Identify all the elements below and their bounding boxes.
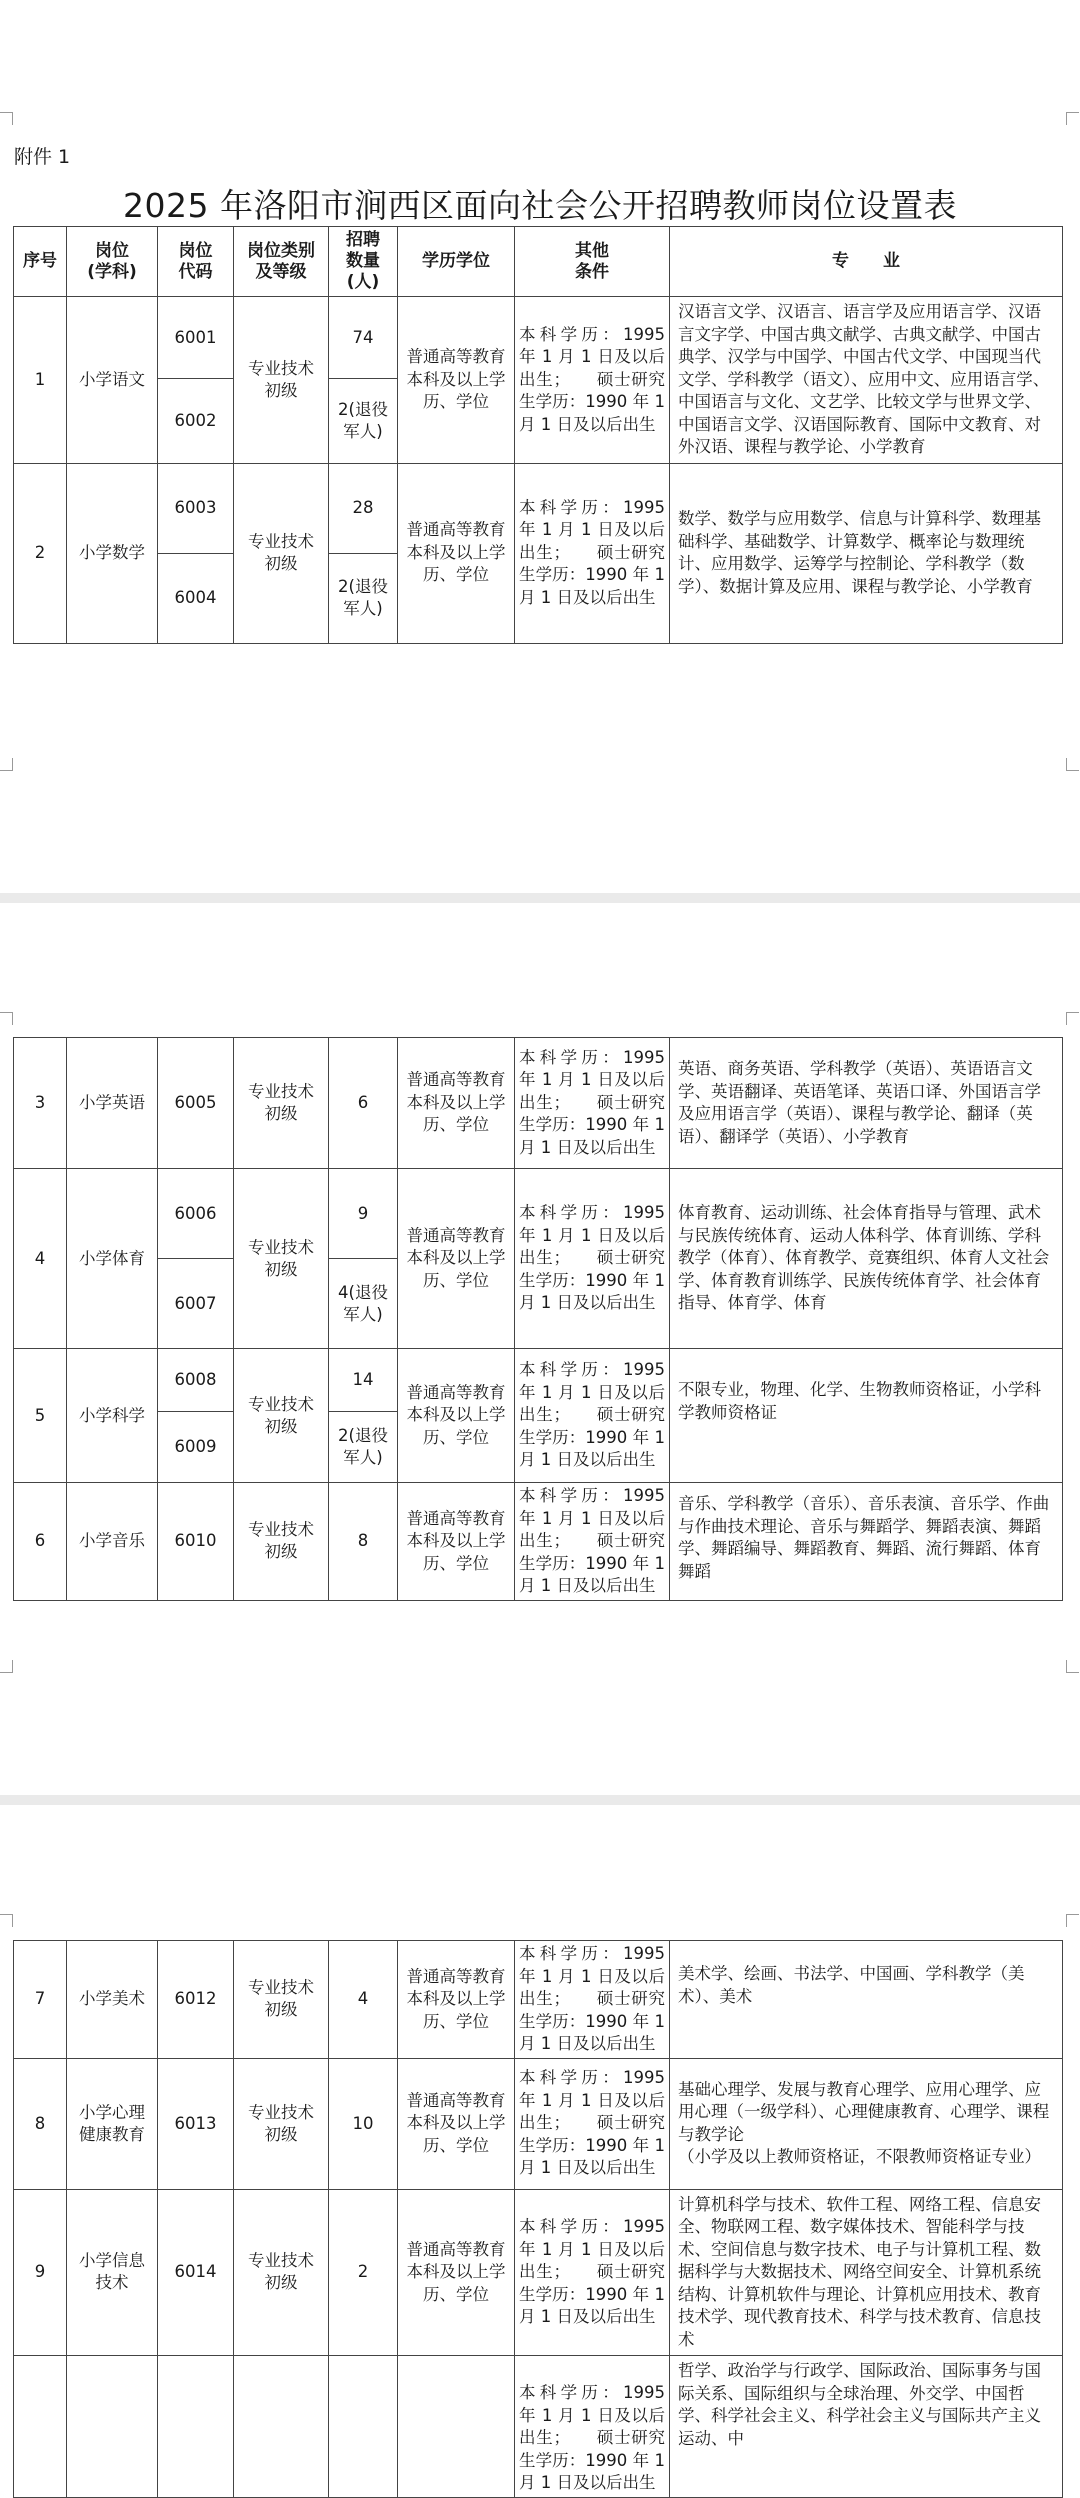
- cell-count: [329, 553, 398, 643]
- cell-post: 小学体育: [67, 1169, 158, 1349]
- header-count: [329, 227, 398, 297]
- cell-post: 小学数学: [67, 463, 158, 643]
- cell-category: [234, 1483, 329, 1601]
- corner-mark: [1066, 1914, 1079, 1927]
- cell-edu: 普通高等教育本科及以上学历、学位: [398, 2189, 515, 2356]
- header-other-text: 其他 条件: [575, 240, 609, 282]
- cell-code: 6010: [158, 1483, 234, 1601]
- cell-major: 英语、商务英语、学科教学（英语）、英语语言文学、英语翻译、英语笔译、英语口译、外国语言学及应用语言学（英语）、课程与教学论、翻译（英语）、翻译学（英语）、小学教育: [670, 1038, 1063, 1169]
- cell-count: 14: [329, 1349, 398, 1412]
- cell-count: 10: [329, 2058, 398, 2189]
- cell-post: [67, 2356, 158, 2498]
- cell-edu: 普通高等教育本科及以上学历、学位: [398, 1483, 515, 1601]
- cell-other: 本科学历：1995 年 1 月 1 日及以后出生； 硕士研究生学历：1990 年 1 月 1 日及以后出生: [515, 2189, 670, 2356]
- cell-category-text: 专业技术 初级: [248, 358, 314, 400]
- cell-count: 74: [329, 297, 398, 379]
- cell-code: 6007: [158, 1259, 234, 1349]
- cell-code: [158, 2356, 234, 2498]
- annex-label: 附件 1: [14, 146, 71, 168]
- corner-mark: [0, 112, 13, 125]
- header-seq: 序号: [14, 227, 67, 297]
- cell-count-text: 2(退役 军人): [338, 1426, 388, 1467]
- cell-category-text: 专业技术 初级: [248, 1394, 314, 1436]
- cell-other: 本科学历：1995 年 1 月 1 日及以后出生； 硕士研究生学历：1990 年 1 月 1 日及以后出生: [515, 1941, 670, 2059]
- cell-category-text: 专业技术 初级: [248, 1978, 314, 2020]
- cell-post-text: 小学信息 技术: [79, 2251, 145, 2293]
- cell-post: 小学科学: [67, 1349, 158, 1483]
- cell-code: 6002: [158, 379, 234, 463]
- cell-seq: 2: [14, 463, 67, 643]
- cell-count: [329, 1412, 398, 1483]
- cell-other: 本科学历：1995 年 1 月 1 日及以后出生； 硕士研究生学历：1990 年 1 月 1 日及以后出生: [515, 1483, 670, 1601]
- corner-mark: [0, 1660, 13, 1673]
- corner-mark: [0, 1914, 13, 1927]
- cell-count: [329, 379, 398, 463]
- cell-edu: 普通高等教育本科及以上学历、学位: [398, 463, 515, 643]
- cell-category: [234, 297, 329, 464]
- cell-count: 8: [329, 1483, 398, 1601]
- cell-other-text: 本科学历：1995 年 1 月 1 日及以后出生； 硕士研究生学历：1990 年 1 月 1 日及以后出生: [519, 2383, 665, 2492]
- cell-major: 美术学、绘画、书法学、中国画、学科教学（美术）、美术: [670, 1941, 1063, 2059]
- cell-major: 哲学、政治学与行政学、国际政治、国际事务与国际关系、国际组织与全球治理、外交学、中国哲学、科学社会主义、科学社会主义与国际共产主义运动、中: [670, 2356, 1063, 2498]
- cell-category-text: 专业技术 初级: [248, 1520, 314, 1562]
- cell-seq: 1: [14, 297, 67, 464]
- cell-post: [67, 2189, 158, 2356]
- cell-code: 6005: [158, 1038, 234, 1169]
- table-row: [14, 1483, 1063, 1601]
- cell-count: [329, 1259, 398, 1349]
- cell-category: [234, 2356, 329, 2498]
- cell-post: 小学音乐: [67, 1483, 158, 1601]
- cell-category-text: 专业技术 初级: [248, 2102, 314, 2144]
- header-edu: 学历学位: [398, 227, 515, 297]
- cell-edu: 普通高等教育本科及以上学历、学位: [398, 297, 515, 464]
- cell-count-text: 4(退役 军人): [338, 1282, 388, 1324]
- cell-seq: 7: [14, 1941, 67, 2059]
- cell-category: [234, 1349, 329, 1483]
- cell-post: 小学美术: [67, 1941, 158, 2059]
- cell-count: 4: [329, 1941, 398, 2059]
- cell-category-text: 专业技术 初级: [248, 1082, 314, 1123]
- cell-code: 6004: [158, 553, 234, 643]
- cell-code: 6014: [158, 2189, 234, 2356]
- cell-edu: [398, 2356, 515, 2498]
- cell-other: 本科学历：1995 年 1 月 1 日及以后出生； 硕士研究生学历：1990 年 1 月 1 日及以后出生: [515, 463, 670, 643]
- cell-major: 音乐、学科教学（音乐）、音乐表演、音乐学、作曲与作曲技术理论、音乐与舞蹈学、舞蹈表演、舞蹈学、舞蹈编导、舞蹈教育、舞蹈、流行舞蹈、体育舞蹈: [670, 1483, 1063, 1601]
- document-title: 2025 年洛阳市涧西区面向社会公开招聘教师岗位设置表: [123, 186, 957, 225]
- cell-other: 本科学历：1995 年 1 月 1 日及以后出生； 硕士研究生学历：1990 年 1 月 1 日及以后出生: [515, 1349, 670, 1483]
- positions-table-page-2: [13, 1037, 1063, 1601]
- cell-post-text: 小学心理 健康教育: [79, 2102, 145, 2144]
- cell-other: 本科学历：1995 年 1 月 1 日及以后出生； 硕士研究生学历：1990 年 1 月 1 日及以后出生: [515, 1038, 670, 1169]
- table-row: [14, 1349, 1063, 1412]
- header-post: [67, 227, 158, 297]
- table-row: [14, 2189, 1063, 2356]
- cell-other: [515, 2356, 670, 2498]
- header-code: [158, 227, 234, 297]
- cell-major: 汉语言文学、汉语言、语言学及应用语言学、汉语言文字学、中国古典文献学、古典文献学、中国古典学、汉学与中国学、中国古代文学、中国现当代文学、学科教学（语文）、应用中文、应用语言学、中国语言与文化、文艺学、比较文学与世界文学、中国语言文学、汉语国际教育、国际中文教育、对外汉语、课程与教学论、小学教育: [670, 297, 1063, 464]
- cell-seq: 9: [14, 2189, 67, 2356]
- cell-category-text: 专业技术 初级: [248, 532, 314, 573]
- cell-other: 本科学历：1995 年 1 月 1 日及以后出生； 硕士研究生学历：1990 年 1 月 1 日及以后出生: [515, 297, 670, 464]
- header-other: [515, 227, 670, 297]
- cell-major: 不限专业，物理、化学、生物教师资格证，小学科学教师资格证: [670, 1349, 1063, 1483]
- table-row: [14, 297, 1063, 379]
- cell-code: 6003: [158, 463, 234, 553]
- cell-count-text: 2(退役 军人): [338, 399, 388, 441]
- header-count-text: 招聘 数量 (人): [346, 230, 380, 292]
- table-header-row: [14, 227, 1063, 297]
- cell-category: [234, 463, 329, 643]
- cell-count: 9: [329, 1169, 398, 1259]
- corner-mark: [1066, 758, 1079, 771]
- table-row: [14, 2058, 1063, 2189]
- cell-code: 6006: [158, 1169, 234, 1259]
- cell-count: 6: [329, 1038, 398, 1169]
- cell-edu: 普通高等教育本科及以上学历、学位: [398, 1941, 515, 2059]
- cell-count: [329, 2356, 398, 2498]
- cell-count-text: 2(退役 军人): [338, 577, 388, 618]
- cell-code: 6008: [158, 1349, 234, 1412]
- cell-code: 6012: [158, 1941, 234, 2059]
- table-row: [14, 1038, 1063, 1169]
- page-gap: [0, 893, 1080, 903]
- cell-seq: 6: [14, 1483, 67, 1601]
- cell-category: [234, 1038, 329, 1169]
- header-major: 专 业: [670, 227, 1063, 297]
- cell-other: 本科学历：1995 年 1 月 1 日及以后出生； 硕士研究生学历：1990 年 1 月 1 日及以后出生: [515, 1169, 670, 1349]
- cell-major: 数学、数学与应用数学、信息与计算科学、数理基础科学、基础数学、计算数学、概率论与数理统计、应用数学、运筹学与控制论、学科教学（数学）、数据计算及应用、课程与教学论、小学教育: [670, 463, 1063, 643]
- table-row: [14, 1169, 1063, 1259]
- header-code-text: 岗位 代码: [178, 240, 213, 282]
- cell-seq: 4: [14, 1169, 67, 1349]
- cell-edu: 普通高等教育本科及以上学历、学位: [398, 1038, 515, 1169]
- header-category-text: 岗位类别 及等级: [247, 240, 315, 282]
- cell-seq: 5: [14, 1349, 67, 1483]
- cell-category: [234, 1169, 329, 1349]
- cell-major: [670, 2058, 1063, 2189]
- page-gap: [0, 1795, 1080, 1805]
- table-row: [14, 2356, 1063, 2498]
- cell-count: 28: [329, 463, 398, 553]
- cell-code: 6001: [158, 297, 234, 379]
- cell-seq: [14, 2356, 67, 2498]
- corner-mark: [1066, 1012, 1079, 1025]
- cell-major: 计算机科学与技术、软件工程、网络工程、信息安全、物联网工程、数字媒体技术、智能科学与技术、空间信息与数字技术、电子与计算机工程、数据科学与大数据技术、网络空间安全、计算机系统结构、计算机软件与理论、计算机应用技术、教育技术学、现代教育技术、科学与技术教育、信息技术: [670, 2189, 1063, 2356]
- cell-category: [234, 2058, 329, 2189]
- positions-table-page-3: [13, 1940, 1063, 2498]
- cell-category-text: 专业技术 初级: [248, 2251, 314, 2293]
- cell-count: 2: [329, 2189, 398, 2356]
- corner-mark: [0, 1012, 13, 1025]
- corner-mark: [0, 758, 13, 771]
- cell-code: 6013: [158, 2058, 234, 2189]
- cell-post: 小学英语: [67, 1038, 158, 1169]
- cell-edu: 普通高等教育本科及以上学历、学位: [398, 1349, 515, 1483]
- cell-major: 体育教育、运动训练、社会体育指导与管理、武术与民族传统体育、运动人体科学、体育训练、学科教学（体育）、体育教学、竞赛组织、体育人文社会学、体育教育训练学、民族传统体育学、社会体育指导、体育学、体育: [670, 1169, 1063, 1349]
- cell-seq: 3: [14, 1038, 67, 1169]
- major-list: 基础心理学、发展与教育心理学、应用心理学、应用心理（一级学科）、心理健康教育、心理学、课程与教学论: [678, 2079, 1050, 2144]
- cell-post: [67, 2058, 158, 2189]
- corner-mark: [1066, 112, 1079, 125]
- corner-mark: [1066, 1660, 1079, 1673]
- header-category: [234, 227, 329, 297]
- cell-post: 小学语文: [67, 297, 158, 464]
- cell-code: 6009: [158, 1412, 234, 1483]
- header-post-text: 岗位 (学科): [87, 240, 137, 282]
- table-row: [14, 1941, 1063, 2059]
- cell-other: 本科学历：1995 年 1 月 1 日及以后出生； 硕士研究生学历：1990 年 1 月 1 日及以后出生: [515, 2058, 670, 2189]
- table-row: [14, 463, 1063, 553]
- cell-category-text: 专业技术 初级: [248, 1237, 314, 1279]
- cell-category: [234, 2189, 329, 2356]
- cell-edu: 普通高等教育本科及以上学历、学位: [398, 1169, 515, 1349]
- major-note: （小学及以上教师资格证，不限教师资格证专业）: [678, 2147, 1041, 2166]
- cell-seq: 8: [14, 2058, 67, 2189]
- positions-table-page-1: [13, 226, 1063, 644]
- cell-edu: 普通高等教育本科及以上学历、学位: [398, 2058, 515, 2189]
- cell-category: [234, 1941, 329, 2059]
